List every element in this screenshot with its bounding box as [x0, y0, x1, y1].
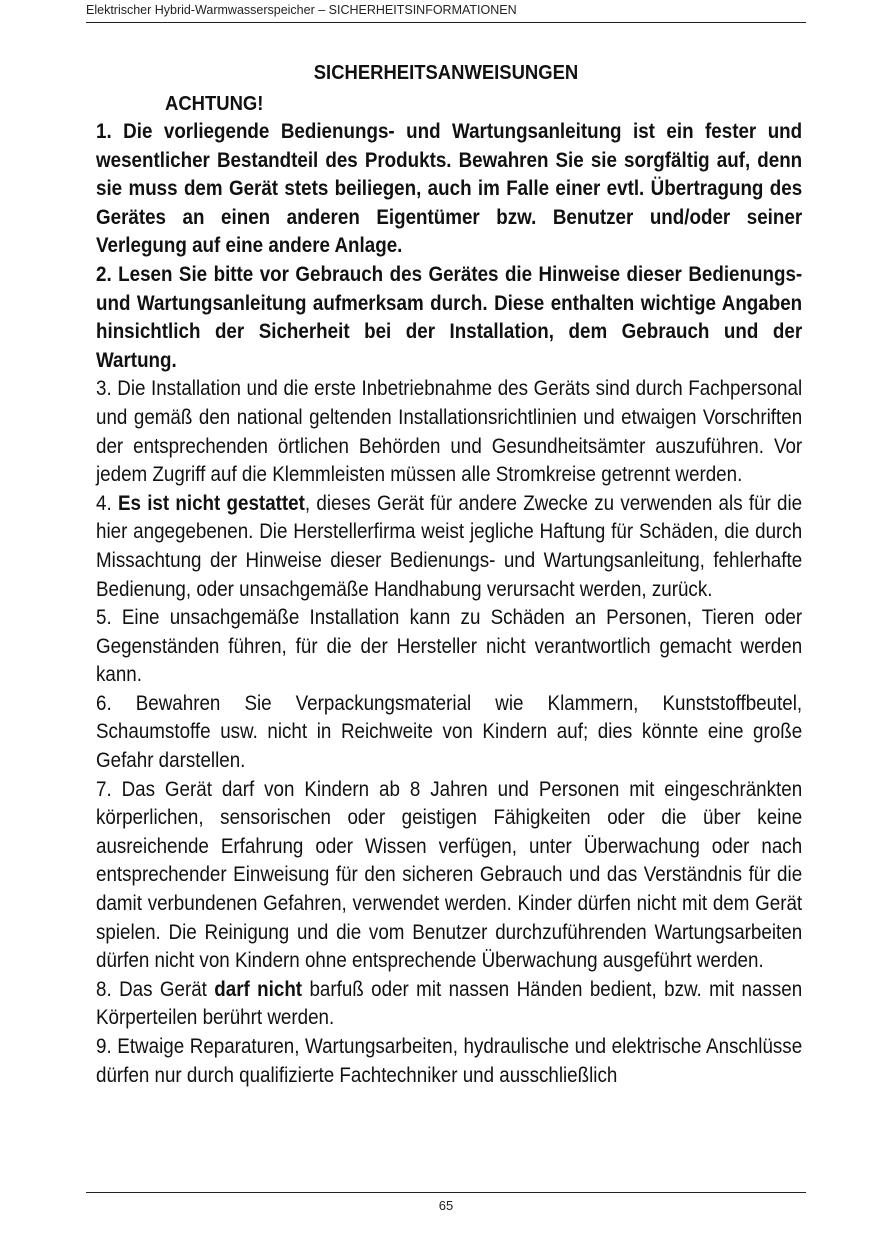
emphasis: darf nicht	[214, 977, 303, 1001]
item-rest: barfuß oder mit nassen Händen bedient, bzw. mit nassen Körperteilen berührt werden.	[96, 977, 803, 1030]
instruction-item-4	[96, 490, 802, 604]
instruction-item-2: 2. Lesen Sie bitte vor Gebrauch des Gerätes die Hinweise dieser Bedienungs- und Wartungsanleitung aufmerksam durch. Diese enthalten wichtige Angaben hinsichtlich der Sicherheit bei der Installation, dem Gebrauch und der Wartung.	[96, 262, 803, 372]
footer-divider	[86, 1192, 806, 1193]
page-title: SICHERHEITSANWEISUNGEN	[313, 61, 579, 84]
instruction-item-6: 6. Bewahren Sie Verpackungsmaterial wie Klammern, Kunststoffbeutel, Schaumstoffe usw. nicht in Reichweite von Kindern auf; dies könnte eine große Gefahr darstellen.	[96, 691, 803, 773]
instruction-item-8	[96, 976, 802, 1033]
item-prefix: 4.	[96, 491, 118, 515]
instruction-item-7: 7. Das Gerät darf von Kindern ab 8 Jahren und Personen mit eingeschränkten körperlichen, sensorischen oder geistigen Fähigkeiten oder die über keine ausreichende Erfahrung oder Wissen verfügen, unter Überwachung oder nach entsprechender Einweisung für den sicheren Gebrauch und das Verständnis für die damit verbundenen Gefahren, verwendet werden. Kinder dürfen nicht mit dem Gerät spielen. Die Reinigung und die vom Benutzer durchzuführenden Wartungsarbeiten dürfen nicht von Kindern ohne entsprechende Überwachung ausgeführt werden.	[96, 777, 803, 973]
instruction-item-5: 5. Eine unsachgemäße Installation kann zu Schäden an Personen, Tieren oder Gegenständen führen, für die der Hersteller nicht verantwortlich gemacht werden kann.	[96, 606, 803, 687]
instruction-item-1: 1. Die vorliegende Bedienungs- und Wartungsanleitung ist ein fester und wesentlicher Bestandteil des Produkts. Bewahren Sie sie sorgfältig auf, denn sie muss dem Gerät stets beiliegen, auch im Falle einer evtl. Übertragung des Gerätes an einen anderen Eigentümer bzw. Benutzer und/oder seiner Verlegung auf eine andere Anlage.	[96, 120, 803, 258]
item-prefix: 8. Das Gerät	[96, 977, 215, 1001]
instruction-item-3: 3. Die Installation und die erste Inbetriebnahme des Geräts sind durch Fachpersonal und gemäß den national geltenden Installationsrichtlinien und etwaigen Vorschriften der entsprechenden örtlichen Behörden und Gesundheitsämter auszuführen. Vor jedem Zugriff auf die Klemmleisten müssen alle Stromkreise getrennt werden.	[96, 377, 803, 487]
emphasis: Es ist nicht gestattet	[117, 491, 305, 515]
item-rest: , dieses Gerät für andere Zwecke zu verwenden als für die hier angegebenen. Die Herstellerfirma weist jegliche Haftung für Schäden, die durch Missachtung der Hinweise dieser Bedienungs- und Wartungsanleitung, fehlerhafte Bedienung, oder unsachgemäße Handhabung verursacht werden, zurück.	[96, 491, 803, 601]
running-header: Elektrischer Hybrid-Warmwasserspeicher – SICHERHEITSINFORMATIONEN	[86, 1, 806, 23]
instructions-list	[96, 118, 802, 1090]
instruction-item-9: 9. Etwaige Reparaturen, Wartungsarbeiten, hydraulische und elektrische Anschlüsse dürfen nur durch qualifizierte Fachtechniker und ausschließlich	[96, 1035, 803, 1087]
page-number: 65	[438, 1198, 454, 1213]
warning-heading: ACHTUNG!	[165, 92, 264, 115]
